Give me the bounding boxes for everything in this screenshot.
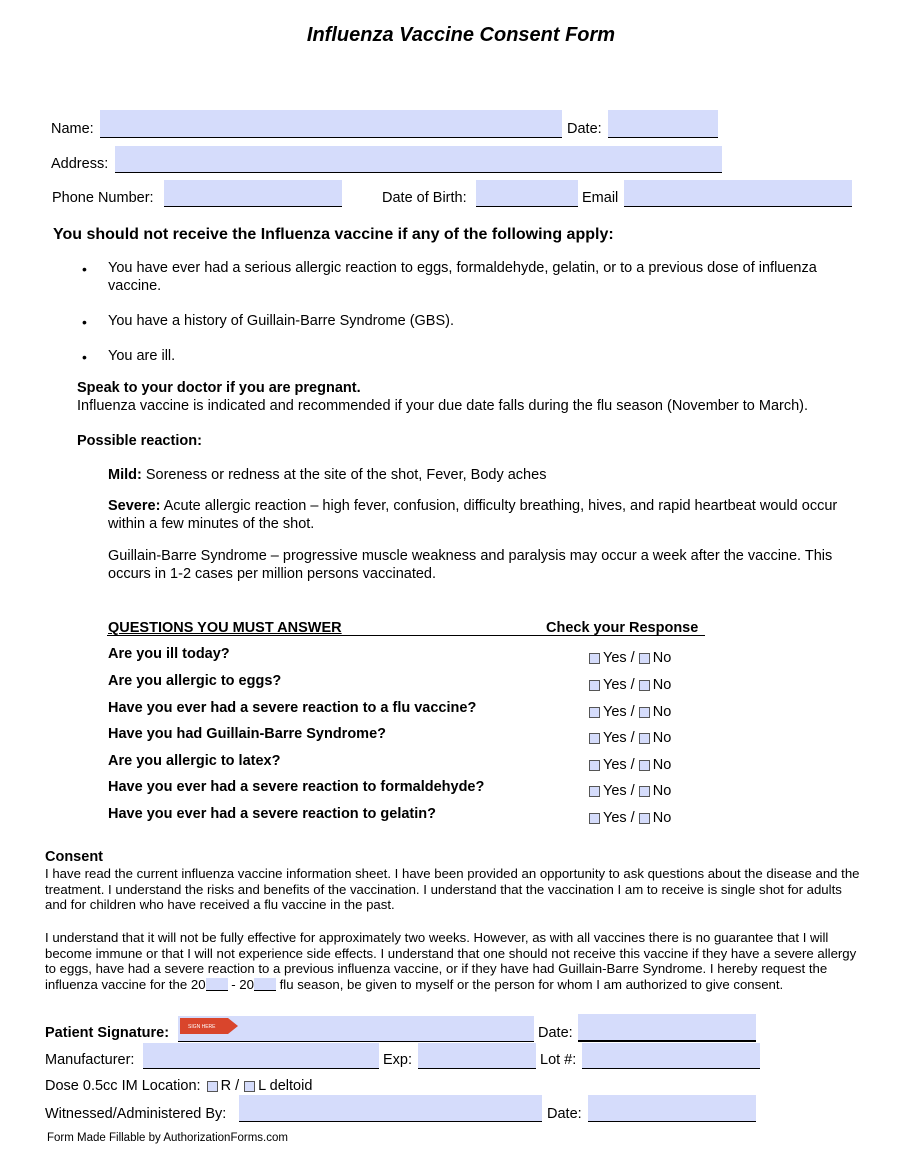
yes-label: Yes /	[603, 757, 635, 773]
question-text: Are you ill today?	[108, 646, 230, 662]
dose-label: Dose 0.5cc IM Location:	[45, 1078, 201, 1094]
yes-label: Yes /	[603, 783, 635, 799]
question-text: Are you allergic to latex?	[108, 753, 281, 769]
response-options	[589, 757, 671, 773]
right-label: R /	[220, 1078, 240, 1094]
dose-location	[45, 1078, 312, 1094]
no-label: No	[652, 650, 672, 666]
consent-text: - 20	[227, 976, 254, 992]
dob-field[interactable]	[476, 180, 578, 207]
yes-checkbox[interactable]	[589, 813, 600, 824]
warning-bullet: You are ill.	[108, 348, 176, 364]
yes-checkbox[interactable]	[589, 760, 600, 771]
phone-field[interactable]	[164, 180, 342, 207]
question-text: Are you allergic to eggs?	[108, 673, 282, 689]
lot-field[interactable]	[582, 1043, 760, 1069]
gbs-reaction: Guillain-Barre Syndrome – progressive muscle weakness and paralysis may occur a week after the vaccine. This occurs in 1-2 cases per million persons vaccinated.	[108, 548, 833, 582]
witness-date-field[interactable]	[588, 1095, 756, 1122]
no-label: No	[652, 757, 672, 773]
question-text: Have you ever had a severe reaction to formaldehyde?	[108, 779, 485, 795]
sign-here-icon	[180, 1018, 238, 1034]
question-text: Have you ever had a severe reaction to gelatin?	[108, 806, 436, 822]
yes-checkbox[interactable]	[589, 733, 600, 744]
no-checkbox[interactable]	[639, 733, 650, 744]
bullet-icon: •	[82, 314, 87, 330]
right-deltoid-checkbox[interactable]	[207, 1081, 218, 1092]
bullet-icon: •	[82, 349, 87, 365]
no-label: No	[652, 704, 672, 720]
witness-field[interactable]	[239, 1095, 542, 1122]
no-label: No	[652, 810, 672, 826]
response-options	[589, 810, 671, 826]
question-text: Have you had Guillain-Barre Syndrome?	[108, 726, 386, 742]
phone-label: Phone Number:	[52, 190, 154, 206]
lot-label: Lot #:	[540, 1052, 577, 1068]
footer-credit: Form Made Fillable by AuthorizationForms.com	[47, 1132, 288, 1144]
yes-label: Yes /	[603, 650, 635, 666]
no-label: No	[652, 783, 672, 799]
email-label: Email	[582, 190, 619, 206]
witness-date-label: Date:	[547, 1106, 582, 1122]
exp-label: Exp:	[383, 1052, 413, 1068]
no-label: No	[652, 730, 672, 746]
response-options	[589, 730, 671, 746]
no-label: No	[652, 677, 672, 693]
email-field[interactable]	[624, 180, 852, 207]
yes-label: Yes /	[603, 677, 635, 693]
yes-label: Yes /	[603, 730, 635, 746]
manufacturer-label: Manufacturer:	[45, 1052, 135, 1068]
dob-label: Date of Birth:	[382, 190, 467, 206]
witness-label: Witnessed/Administered By:	[45, 1106, 227, 1122]
response-options	[589, 677, 671, 693]
questions-header: QUESTIONS YOU MUST ANSWER	[108, 620, 342, 636]
pregnancy-heading: Speak to your doctor if you are pregnant.	[77, 380, 361, 396]
signature-label: Patient Signature:	[45, 1025, 170, 1041]
yes-label: Yes /	[603, 810, 635, 826]
question-text: Have you ever had a severe reaction to a flu vaccine?	[108, 700, 477, 716]
left-deltoid-checkbox[interactable]	[244, 1081, 255, 1092]
mild-label: Mild:	[108, 467, 142, 483]
no-checkbox[interactable]	[639, 813, 650, 824]
consent-text: flu season, be given to myself or the person for whom I am authorized to give consent.	[275, 976, 784, 992]
response-options	[589, 783, 671, 799]
no-checkbox[interactable]	[639, 760, 650, 771]
severe-text: Acute allergic reaction – high fever, confusion, difficulty breathing, hives, and rapid heartbeat would occur within a few minutes of the shot.	[108, 498, 838, 532]
yes-checkbox[interactable]	[589, 707, 600, 718]
consent-heading: Consent	[45, 849, 103, 865]
sign-here-text: SIGN HERE	[188, 1024, 216, 1030]
yes-checkbox[interactable]	[589, 653, 600, 664]
manufacturer-field[interactable]	[143, 1043, 379, 1069]
no-checkbox[interactable]	[639, 786, 650, 797]
page-title: Influenza Vaccine Consent Form	[306, 24, 616, 46]
yes-checkbox[interactable]	[589, 786, 600, 797]
consent-paragraph: I have read the current influenza vaccine information sheet. I have been provided an opportunity to ask questions about the disease and the treatment. I understand the risks and benefits of the vaccination. I understand that the vaccination I am to receive is single shot for adults and for children who have received a flu vaccine in the past.	[45, 866, 860, 913]
bullet-icon: •	[82, 261, 87, 277]
signature-date-field[interactable]	[578, 1014, 756, 1042]
response-header: Check your Response	[546, 620, 699, 636]
no-checkbox[interactable]	[639, 680, 650, 691]
severe-reaction	[108, 498, 868, 533]
severe-label: Severe:	[108, 498, 161, 514]
left-label: L deltoid	[258, 1078, 313, 1094]
date-field[interactable]	[608, 110, 718, 138]
season-start-field[interactable]	[206, 978, 228, 991]
date-label: Date:	[567, 121, 602, 137]
reaction-heading: Possible reaction:	[77, 433, 202, 449]
consent-paragraph	[45, 930, 863, 992]
address-label: Address:	[51, 156, 109, 172]
response-options	[589, 650, 671, 666]
name-field[interactable]	[100, 110, 562, 138]
yes-label: Yes /	[603, 704, 635, 720]
name-label: Name:	[51, 121, 94, 137]
warning-heading: You should not receive the Influenza vaccine if any of the following apply:	[53, 226, 614, 243]
season-end-field[interactable]	[254, 978, 276, 991]
address-field[interactable]	[115, 146, 722, 173]
warning-bullet: You have ever had a serious allergic reaction to eggs, formaldehyde, gelatin, or to a previous dose of influenza vaccine.	[108, 260, 817, 294]
response-options	[589, 704, 671, 720]
pregnancy-text: Influenza vaccine is indicated and recommended if your due date falls during the flu season (November to March).	[77, 398, 809, 414]
no-checkbox[interactable]	[639, 707, 650, 718]
consent-text: I understand that it will not be fully effective for approximately two weeks. However, as with all vaccines there is no guarantee that I will become immune or that I will not experience side effects. I understand that one should not receive this vaccine if they have a severe allergy to eggs, have had a severe reaction to a previous influenza vaccine, or if they have had Guillain-Barre Syndrome. I hereby request the influenza vaccine for the 20	[45, 930, 857, 992]
no-checkbox[interactable]	[639, 653, 650, 664]
signature-date-label: Date:	[538, 1025, 573, 1041]
mild-reaction	[108, 467, 868, 485]
warning-bullet: You have a history of Guillain-Barre Syndrome (GBS).	[108, 313, 455, 329]
exp-field[interactable]	[418, 1043, 536, 1069]
yes-checkbox[interactable]	[589, 680, 600, 691]
mild-text: Soreness or redness at the site of the shot, Fever, Body aches	[141, 467, 547, 483]
